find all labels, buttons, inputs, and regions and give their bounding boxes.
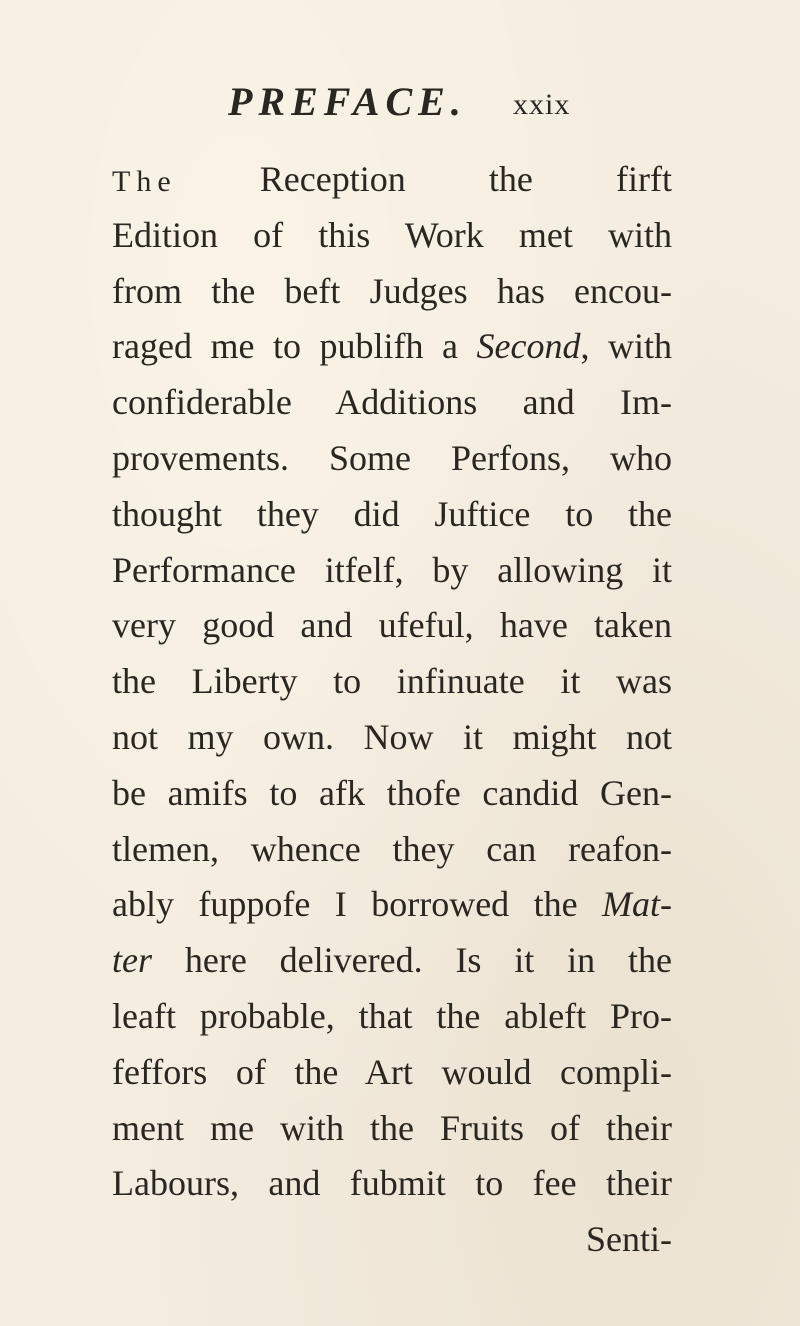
text-segment: Mat- — [602, 884, 672, 925]
text-segment: Second — [476, 326, 581, 367]
text-line — [112, 152, 672, 208]
text-line — [112, 989, 672, 1045]
text-line — [112, 1045, 672, 1101]
text-segment: tlemen, whence they can reafon- — [112, 828, 672, 869]
text-segment: the Liberty to infinuate it was — [112, 661, 672, 702]
text-segment: raged me to publifh a — [112, 326, 477, 367]
text-line — [112, 654, 672, 710]
text-segment: thought they did Juftice to the — [112, 493, 672, 534]
text-segment: , with — [580, 326, 672, 367]
text-line — [112, 264, 672, 320]
text-segment: provements. Some Perfons, who — [112, 437, 672, 478]
text-line — [112, 431, 672, 487]
text-segment: Labours, and fubmit to fee their — [112, 1163, 672, 1204]
text-segment: Performance itfelf, by allowing it — [112, 549, 672, 590]
text-line — [112, 1156, 672, 1212]
text-segment: leaft probable, that the ableft Pro- — [112, 995, 672, 1036]
text-segment: very good and ufeful, have taken — [112, 605, 672, 646]
text-line — [112, 766, 672, 822]
text-line — [112, 543, 672, 599]
text-segment: be amifs to afk thofe candid Gen- — [112, 772, 672, 813]
text-segment: confiderable Additions and Im- — [112, 382, 672, 423]
text-segment: Edition of this Work met with — [112, 214, 672, 255]
running-title: PREFACE. — [228, 79, 467, 124]
text-line — [112, 319, 672, 375]
text-line — [112, 933, 672, 989]
text-line — [112, 822, 672, 878]
text-line — [112, 1101, 672, 1157]
body-text — [112, 152, 672, 1268]
text-line — [112, 598, 672, 654]
text-line — [112, 710, 672, 766]
page-number: xxix — [513, 88, 571, 121]
text-line — [112, 487, 672, 543]
page-header — [228, 78, 588, 128]
text-segment: feffors of the Art would compli- — [112, 1051, 672, 1092]
text-segment: not my own. Now it might not — [112, 716, 672, 757]
text-segment: ter — [112, 940, 152, 981]
text-line — [112, 877, 672, 933]
catchword: Senti- — [586, 1219, 672, 1260]
text-segment: ment me with the Fruits of their — [112, 1107, 672, 1148]
text-segment: from the beft Judges has encou- — [112, 270, 672, 311]
text-line — [112, 208, 672, 264]
text-segment: here delivered. Is it in the — [152, 940, 672, 981]
text-segment: ably fuppofe I borrowed the — [112, 884, 603, 925]
text-segment: The — [112, 165, 177, 198]
text-line — [112, 375, 672, 431]
text-segment: Reception the firft — [176, 159, 672, 199]
